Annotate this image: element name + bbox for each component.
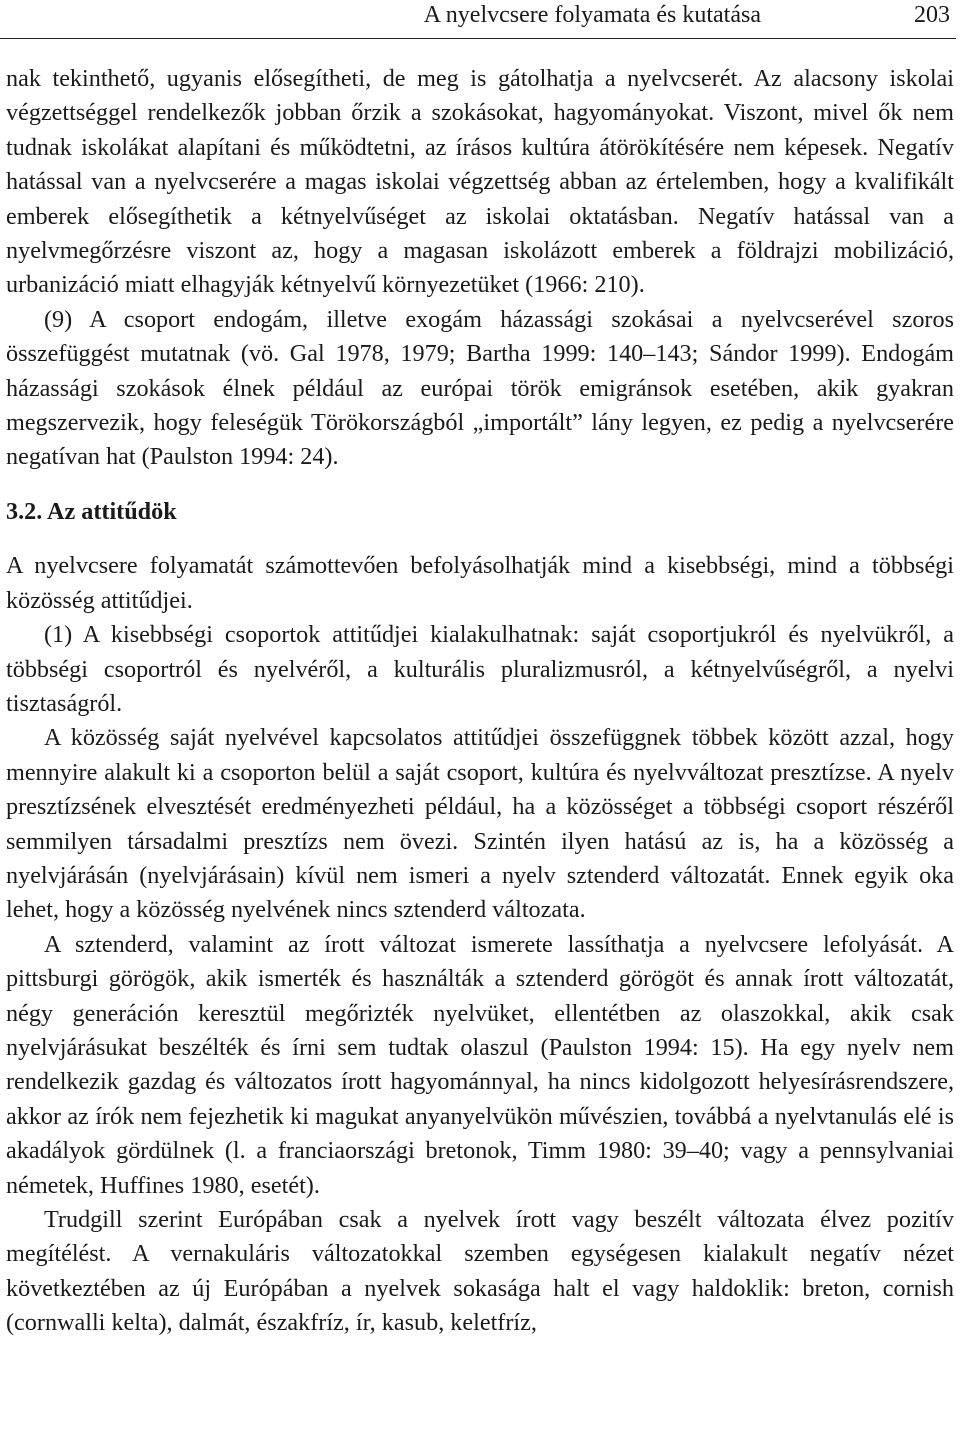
- running-header-title: A nyelvcsere folyamata és kutatása: [423, 2, 761, 28]
- section-heading: 3.2. Az attitűdök: [6, 497, 177, 525]
- page-number: 203: [914, 2, 950, 28]
- running-header: [0, 0, 956, 39]
- paragraph: Trudgill szerint Európában csak a nyelvek írott vagy beszélt változata élvez pozitív megítélést. A vernakuláris változatokkal szemben egységesen kialakult negatív nézet következtében az új Európában a nyelvek sokasága halt el vagy haldoklik: breton, cornish (cornwalli kelta), dalmát, északfríz, ír, kasub, keletfríz,: [6, 1206, 954, 1337]
- paragraph: A sztenderd, valamint az írott változat ismerete lassíthatja a nyelvcsere lefolyását. A pittsburgi görögök, akik ismerték és használták a sztenderd görögöt és annak írott változatát, négy generáción keresztül megőrizték nyelvüket, ellentétben az olaszokkal, akik csak nyelvjárásukat beszélték és írni sem tudtak olaszul (Paulston 1994: 15). Ha egy nyelv nem rendelkezik gazdag és változatos írott hagyománnyal, ha nincs kidolgozott helyesírásrendszere, akkor az írók nem fejezhetik ki magukat anyanyelvükön művészien, továbbá a nyelvtanulás elé is akadályok gördülnek (l. a franciaországi bretonok, Timm 1980: 39–40; vagy a pennsylvaniai németek, Huffines 1980, esetét).: [6, 930, 954, 1199]
- paragraph: nak tekinthető, ugyanis elősegítheti, de meg is gátolhatja a nyelvcserét. Az alacsony iskolai végzettséggel rendelkezők jobban őrzik a szokásokat, hagyományokat. Viszont, mivel ők nem tudnak iskolákat alapítani és működtetni, az írásos kultúra átörökítésére nem képesek. Negatív hatással van a nyelvcserére a magas iskolai végzettség abban az értelemben, hogy a kvalifikált emberek elősegíthetik a kétnyelvűséget az iskolai oktatásban. Negatív hatással van a nyelvmegőrzésre viszont az, hogy a magasan iskolázott emberek a földrajzi mobilizáció, urbanizáció miatt elhagyják kétnyelvű környezetüket (1966: 210).: [6, 65, 954, 299]
- paragraph: (9) A csoport endogám, illetve exogám házassági szokásai a nyelvcserével szoros összefüggést mutatnak (vö. Gal 1978, 1979; Bartha 1999: 140–143; Sándor 1999). Endogám házassági szokások élnek például az európai török emigránsok esetében, akik gyakran megszervezik, hogy feleségük Törökországból „importált” lány legyen, ez pedig a nyelvcserére negatívan hat (Paulston 1994: 24).: [6, 305, 954, 471]
- paragraph: A nyelvcsere folyamatát számottevően befolyásolhatják mind a kisebbségi, mind a többségi közösség attitűdjei.: [6, 552, 954, 614]
- paragraph: A közösség saját nyelvével kapcsolatos attitűdjei összefüggnek többek között azzal, hogy mennyire alakult ki a csoporton belül a saját csoport, kultúra és nyelvváltozat presztízse. A nyelv presztízsének elvesztését eredményezheti például, ha a közösséget a többségi csoport részéről semmilyen társadalmi presztízs nem övezi. Szintén ilyen hatású az is, ha a közösség a nyelvjárásán (nyelvjárásain) kívül nem ismeri a nyelv sztenderd változatát. Ennek egyik oka lehet, hogy a közösség nyelvének nincs sztenderd változata.: [6, 724, 954, 924]
- paragraph: (1) A kisebbségi csoportok attitűdjei kialakulhatnak: saját csoportjukról és nyelvükről, a többségi csoportról és nyelvéről, a kulturális pluralizmusról, a kétnyelvűségről, a nyelvi tisztaságról.: [6, 621, 954, 717]
- body-text: [6, 62, 954, 1341]
